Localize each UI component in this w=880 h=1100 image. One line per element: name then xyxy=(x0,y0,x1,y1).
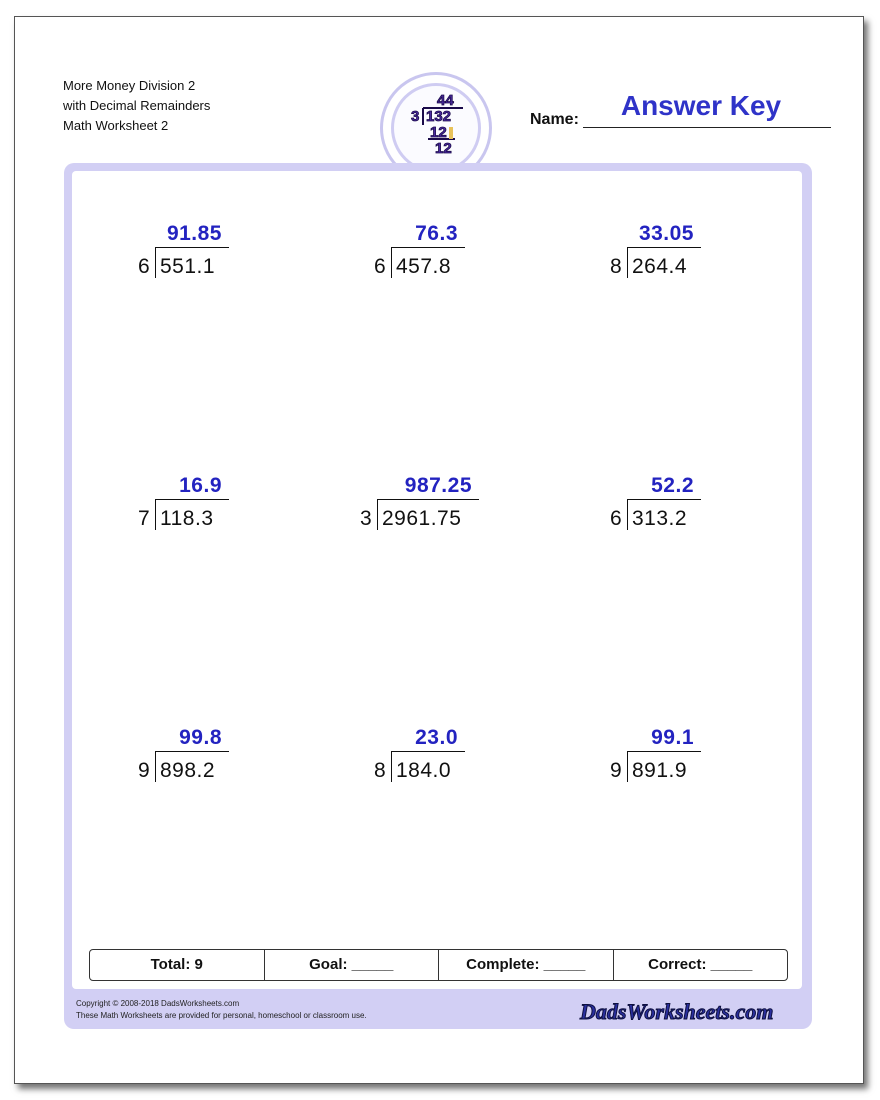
problem-6 xyxy=(610,475,700,535)
dividend: 891.9 xyxy=(632,759,688,782)
divisor: 7 xyxy=(138,507,150,530)
divisor: 8 xyxy=(374,759,386,782)
brand-logo-text: DadsWorksheets.com xyxy=(580,999,774,1024)
divisor: 8 xyxy=(610,255,622,278)
quotient: 76.3 xyxy=(415,222,458,245)
dividend: 551.1 xyxy=(160,255,216,278)
logo-pencil-icon xyxy=(449,127,453,139)
quotient: 91.85 xyxy=(166,222,222,245)
quotient: 52.2 xyxy=(651,474,694,497)
usage-line: These Math Worksheets are provided for personal, homeschool or classroom use. xyxy=(76,1011,367,1020)
quotient: 16.9 xyxy=(179,474,222,497)
dividend: 313.2 xyxy=(632,507,688,530)
name-label: Name: xyxy=(530,111,579,128)
correct-field: Correct: _____ xyxy=(648,956,753,973)
copyright-line: Copyright © 2008-2018 DadsWorksheets.com xyxy=(76,999,240,1008)
answer-key-heading: Answer Key xyxy=(620,90,782,121)
divisor: 9 xyxy=(610,759,622,782)
worksheet-title xyxy=(63,76,210,136)
quotient: 99.1 xyxy=(651,726,694,749)
problem-7 xyxy=(138,727,228,787)
quotient: 987.25 xyxy=(404,474,472,497)
problem-5 xyxy=(360,475,478,535)
dividend: 184.0 xyxy=(396,759,452,782)
problem-1 xyxy=(138,223,228,283)
quotient: 99.8 xyxy=(179,726,222,749)
logo-glyph-1: 44 xyxy=(437,92,454,109)
dividend: 2961.75 xyxy=(382,507,462,530)
dividend: 457.8 xyxy=(396,255,452,278)
divisor: 6 xyxy=(374,255,386,278)
problem-area xyxy=(72,171,802,989)
quotient: 23.0 xyxy=(415,726,458,749)
dividend: 898.2 xyxy=(160,759,216,782)
quotient: 33.05 xyxy=(638,222,694,245)
title-line-3: Math Worksheet 2 xyxy=(63,118,169,133)
title-line-1: More Money Division 2 xyxy=(63,78,196,93)
problem-4 xyxy=(138,475,228,535)
divisor: 9 xyxy=(138,759,150,782)
divisor: 6 xyxy=(138,255,150,278)
total-count: Total: 9 xyxy=(90,950,265,980)
problem-2 xyxy=(374,223,464,283)
logo-glyph-5: 12 xyxy=(435,140,452,157)
goal-field: Goal: _____ xyxy=(265,950,440,980)
dividend: 264.4 xyxy=(632,255,688,278)
complete-field: Complete: _____ xyxy=(439,950,614,980)
problem-8 xyxy=(374,727,464,787)
dividend: 118.3 xyxy=(160,507,214,530)
score-bar xyxy=(89,949,788,981)
dadsworksheets-logo-icon xyxy=(578,992,798,1028)
name-field-line[interactable] xyxy=(583,127,831,128)
problem-3 xyxy=(610,223,700,283)
logo-glyph-4: 12 xyxy=(430,124,447,141)
logo-glyph-3: 132 xyxy=(426,108,452,125)
logo-glyph-2: 3 xyxy=(411,108,420,125)
title-line-2: with Decimal Remainders xyxy=(63,98,211,113)
footer-copyright xyxy=(76,998,367,1022)
divisor: 3 xyxy=(360,507,372,530)
problem-9 xyxy=(610,727,700,787)
problem-frame xyxy=(64,163,812,1029)
divisor: 6 xyxy=(610,507,622,530)
